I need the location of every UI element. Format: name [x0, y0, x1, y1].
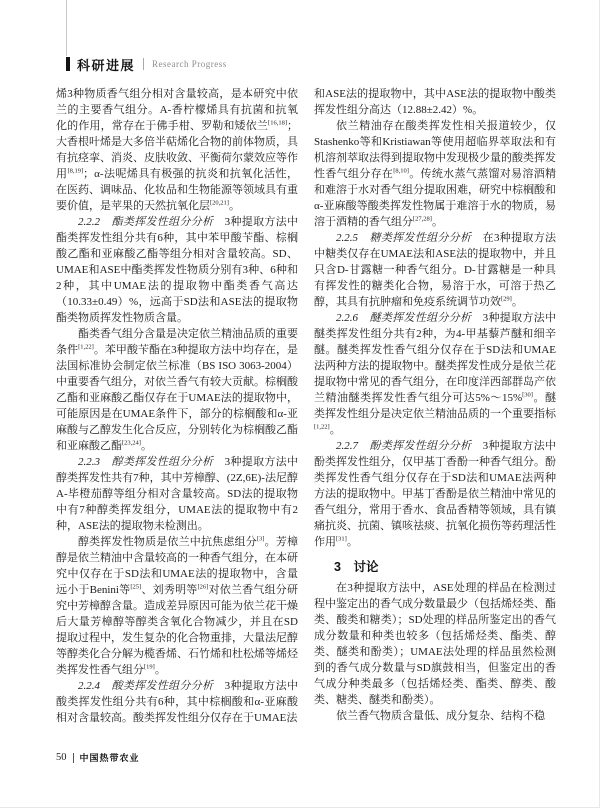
- text-run: 3种提取方法中醇类挥发性共有7种，其中芳樟醇、(2Z,6E)-法尼醇A-毕橙茄醇等组分相对含量较高。SD法的提取物中有7种醇类挥发组分，UMAE法的提取物中有2种，ASE法的提取物未检测出。: [56, 456, 299, 532]
- text-run: 。苯甲酸苄酯在3种提取方法中均存在，是法国标准协会制定依兰标准（BS ISO 3063-2004）中重要香气组分，对依兰香气有较大贡献。棕榈酸乙酯和亚麻酸乙酯仅存在于UMAE法的提取物中，可能原因是在UMAE条件下，部分的棕榈酸和α-亚麻酸与乙醇发生化合反应，分别转化为棕榈酸乙酯和亚麻酸乙酯: [56, 344, 299, 452]
- right-column: [314, 86, 556, 726]
- citation-ref: [29]: [501, 295, 512, 303]
- text-run: 酯类香气组分含量是决定依兰精油品质的重要条件: [56, 328, 298, 356]
- citation-ref: [8,10]: [393, 167, 409, 175]
- text-run: 、刘秀明等: [141, 584, 198, 596]
- page-number: 50: [56, 752, 67, 763]
- text-run: 。: [346, 536, 358, 548]
- text-run: 在3种提取方法中糖类仅存在UMAE法和ASE法的提取物中，并且只含D-甘露糖一种香气组分。D-甘露糖是一种具有挥发性的糖类化合物，易溶于水，可溶于热乙醇，其具有抗肿瘤和免疫系统调节功效: [314, 232, 557, 308]
- paragraph: [314, 86, 556, 118]
- header-title: 科研进展: [77, 57, 136, 73]
- citation-ref: [31]: [336, 535, 347, 543]
- text-run: 。: [329, 424, 341, 436]
- text-run: 3种提取方法中酯类挥发性组分共有6种，其中苯甲酸苄酯、棕榈酸乙酯和亚麻酸乙酯等组分相对含量较高。SD、UMAE和ASE中酯类挥发性物质分别有3种、6种和2种，其中UMAE法的提取物中酯类香气高达（10.33±0.49）%，远高于SD法和ASE法的提取物酯类物质挥发性物质含量。: [56, 216, 299, 324]
- paragraph: [56, 534, 298, 678]
- text-run: 。: [140, 440, 152, 452]
- text-run: 3种提取方法中酚类挥发性组分，仅甲基丁香酚一种香气组分。酚类挥发性香气组分仅存在于SD法和UMAE法两种方法的提取物中。甲基丁香酚是依兰精油中常见的香气组分，常用于香水、食品香精等领域，具有镇痛抗炎、抗菌、镇咳祛痰、抗氧化损伤等药理活性作用: [314, 440, 557, 548]
- subsection-heading: 2.2.3 醇类挥发性组分分析: [78, 456, 214, 468]
- margin-rule: [66, 0, 67, 56]
- left-column: [56, 86, 298, 726]
- text-run: ；α-法呢烯具有极强的抗炎和抗氧化活性，在医药、调味品、化妆品和生物能源等领域具有重要价值，是苹果的天然抗氧化层: [56, 168, 298, 212]
- citation-ref: [30]: [522, 391, 533, 399]
- text-run: 。: [431, 216, 443, 228]
- citation-ref: [19]: [144, 663, 155, 671]
- text-run: 。传统水蒸气蒸馏对易溶酒精和难溶于水对香气组分提取困难，研究中棕榈酸和α-亚麻酸等酸类挥发性物属于难溶于水的物质，易溶于酒精的香气组分: [314, 168, 557, 228]
- citation-ref: [8,19]: [67, 167, 84, 175]
- citation-ref: [1,22]: [78, 343, 94, 351]
- paragraph: [314, 230, 556, 310]
- citation-ref: [23,24]: [122, 439, 141, 447]
- subsection-heading: 2.2.2 酯类挥发性组分分析: [78, 216, 214, 228]
- page-footer: [56, 751, 140, 764]
- header-divider: [143, 58, 144, 70]
- paragraph: [56, 326, 298, 454]
- article-body: [56, 86, 556, 726]
- paragraph: [56, 454, 298, 534]
- subsection-heading: 2.2.6 醚类挥发性组分分析: [336, 312, 472, 324]
- citation-ref: [3]: [256, 535, 265, 543]
- text-run: 对依兰香气组分研究中芳樟醇含量。造成差异原因可能为依兰花干燥后大量芳樟醇等醇类含氧化合物减少，并且在SD提取过程中，发生复杂的化合物重排，大量法尼醇等醇类化合分解为榄香烯、石竹烯和杜松烯等烯烃类挥发性香气组分: [56, 584, 299, 676]
- text-run: 依兰香气物质含量低、成分复杂、结构不稳: [336, 710, 545, 722]
- text-run: 依兰精油存在酸类挥发性相关报道较少，仅Stashenko等和Kristiawan等使用超临界萃取法和有机溶剂萃取法得到提取物中发现极少量的酸类挥发性香气组分存在: [314, 120, 556, 180]
- subsection-heading: 2.2.7 酚类挥发性组分分析: [336, 440, 472, 452]
- text-run: 在3种提取方法中，ASE处理的样品在检测过程中鉴定出的香气成分数量最少（包括烯烃类、酯类、酸类和糖类）；SD处理的样品所鉴定出的香气成分数量和种类也较多（包括烯烃类、酯类、醇类、醚类和酚类）；UMAE法处理的样品虽然检测到的香气成分数量与SD旗鼓相当，但鉴定出的香气成分种类最多（包括烯烃类、酯类、醇类、酸类、糖类、醚类和酚类）。: [314, 582, 556, 706]
- paragraph: [314, 310, 556, 438]
- section-heading: [314, 559, 556, 575]
- paragraph: [314, 580, 556, 708]
- paragraph: [56, 678, 298, 726]
- text-run: 。: [228, 200, 240, 212]
- subsection-heading: 2.2.5 糖类挥发性组分分析: [336, 232, 472, 244]
- citation-ref: [16,18]: [268, 119, 287, 127]
- paragraph: [56, 214, 298, 326]
- text-run: 3 讨论: [334, 560, 379, 574]
- paragraph: [314, 118, 556, 230]
- text-run: 。: [154, 664, 166, 676]
- citation-ref: [26]: [197, 583, 209, 591]
- citation-ref: [20,21]: [210, 199, 229, 207]
- paragraph: [56, 86, 298, 214]
- text-run: 3种提取方法中醚类挥发性组分共有2种，为4-甲基藜芦醚和细辛醚。醚类挥发性香气组分仅存在于SD法和UMAE法两种方法的提取物中。醚类挥发性成分是依兰花提取物中常见的香气组分，在印度洋西部群岛产依兰精油醚类挥发性香气组分可达5%～15%: [314, 312, 557, 404]
- paragraph: [314, 438, 556, 550]
- text-run: 。: [511, 296, 523, 308]
- text-run: 。芳樟醇是依兰精油中含量较高的一种香气组分，在本研究中仅存在于SD法和UMAE法的提取物中，含量远小于Benini等: [56, 536, 299, 596]
- header-bar-icon: [66, 57, 70, 71]
- subsection-heading: 2.2.4 酸类挥发性组分分析: [78, 680, 214, 692]
- text-run: 和ASE法的提取物中，其中ASE法的提取物中酸类挥发性组分高达（12.88±2.42）%。: [314, 88, 556, 116]
- text-run: 。醚类挥发性组分是决定依兰精油品质的一个重要指标: [314, 392, 557, 420]
- paragraph: [314, 708, 556, 724]
- footer-divider: [73, 753, 74, 763]
- header-subtitle: Research Progress: [152, 59, 227, 69]
- citation-ref: [27,28]: [413, 215, 432, 223]
- text-run: 3种提取方法中酸类挥发性组分共有6种，其中棕榈酸和α-亚麻酸相对含量较高。酸类挥发性组分仅存在于UMAE法: [56, 680, 299, 724]
- section-header: [66, 55, 227, 73]
- citation-ref: [1,22]: [314, 423, 330, 431]
- journal-name: 中国热带农业: [79, 753, 140, 763]
- text-run: 醇类挥发性物质是依兰中抗焦虑组分: [78, 536, 257, 548]
- citation-ref: [25]: [130, 583, 142, 591]
- text-run: ；大香根叶烯是大多倍半萜烯化合物的前体物质，具有抗痉挛、消炎、皮肤收敛、平衡荷尔蒙效应等作用: [56, 120, 298, 180]
- text-run: 烯3种物质香气组分相对含量较高，是本研究中依兰的主要香气组分。A-香柠檬烯具有抗菌和抗氧化的作用，常存在于佛手柑、罗勒和矮依兰: [56, 88, 298, 132]
